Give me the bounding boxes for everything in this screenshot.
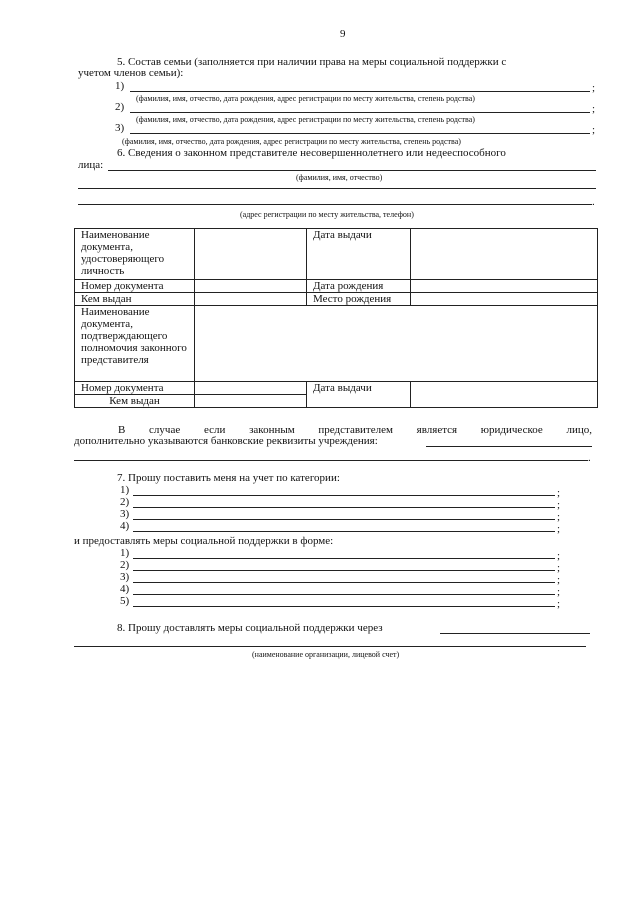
category-item-number: 2): [120, 496, 130, 508]
line-end-mark: ;: [557, 598, 561, 610]
family-item-number: 3): [115, 122, 125, 134]
issued-by-cell[interactable]: [195, 293, 307, 306]
form-item-number: 2): [120, 559, 130, 571]
authority-doc-cell[interactable]: [195, 306, 598, 382]
form-item-number: 4): [120, 583, 130, 595]
form-line-1[interactable]: [133, 558, 555, 559]
section8-heading: 8. Прошу доставлять меры социальной поддержки через: [117, 622, 383, 634]
line-end-mark: .: [588, 452, 591, 464]
form-line-2[interactable]: [133, 570, 555, 571]
line-end-mark: ;: [557, 562, 561, 574]
field-caption: (фамилия, имя, отчество, дата рождения, адрес регистрации по месту жительства, степень родства): [136, 115, 475, 124]
representative-address-line-2[interactable]: [78, 204, 592, 205]
line-end-mark: ;: [557, 523, 561, 535]
issued-by2-label: Кем выдан: [75, 395, 195, 408]
delivery-org-line-1[interactable]: [440, 633, 590, 634]
field-caption: (фамилия, имя, отчество): [296, 173, 383, 182]
form-line-4[interactable]: [133, 594, 555, 595]
family-member-3-line[interactable]: [130, 133, 590, 134]
line-end-mark: ;: [557, 487, 561, 499]
category-line-3[interactable]: [133, 519, 555, 520]
category-line-2[interactable]: [133, 507, 555, 508]
section5-heading-cont: учетом членов семьи):: [78, 67, 184, 79]
field-caption: (наименование организации, лицевой счет): [252, 650, 400, 659]
line-end-mark: ;: [557, 586, 561, 598]
category-item-number: 3): [120, 508, 130, 520]
issue-date2-label: Дата выдачи: [307, 382, 411, 408]
family-member-2-line[interactable]: [130, 112, 590, 113]
line-end-mark: ;: [592, 124, 596, 136]
line-end-mark: ;: [557, 550, 561, 562]
family-member-1-line[interactable]: [130, 91, 590, 92]
form-line-3[interactable]: [133, 582, 555, 583]
category-item-number: 1): [120, 484, 130, 496]
line-end-mark: ;: [557, 574, 561, 586]
issue-date2-cell[interactable]: [411, 382, 598, 408]
issued-by2-cell[interactable]: [195, 395, 307, 408]
authority-doc-label: Наименование документа, подтверждающего полномочия законного представителя: [75, 306, 195, 382]
form-line-5[interactable]: [133, 606, 555, 607]
field-caption: (фамилия, имя, отчество, дата рождения, адрес регистрации по месту жительства, степень родства): [122, 137, 461, 146]
bank-details-line-2[interactable]: [74, 460, 588, 461]
line-end-mark: ;: [592, 82, 596, 94]
birth-place-label: Место рождения: [307, 293, 411, 306]
doc-number-label: Номер документа: [75, 280, 195, 293]
field-caption: (фамилия, имя, отчество, дата рождения, адрес регистрации по месту жительства, степень родства): [136, 94, 475, 103]
category-line-1[interactable]: [133, 495, 555, 496]
birth-date-label: Дата рождения: [307, 280, 411, 293]
delivery-org-line-2[interactable]: [74, 646, 586, 647]
section5-heading: 5. Состав семьи (заполняется при наличии права на меры социальной поддержки с: [117, 56, 507, 68]
line-end-mark: ;: [557, 511, 561, 523]
family-item-number: 1): [115, 80, 125, 92]
doc-number2-cell[interactable]: [195, 382, 307, 395]
doc-name-cell[interactable]: [195, 229, 307, 280]
birth-date-cell[interactable]: [411, 280, 598, 293]
category-line-4[interactable]: [133, 531, 555, 532]
representative-address-line-1[interactable]: [78, 188, 596, 189]
representative-document-table: [74, 228, 598, 408]
section6-heading: 6. Сведения о законном представителе несовершеннолетнего или недееспособного: [117, 147, 506, 159]
form-item-number: 1): [120, 547, 130, 559]
category-item-number: 4): [120, 520, 130, 532]
form-item-number: 5): [120, 595, 130, 607]
line-end-mark: ;: [557, 499, 561, 511]
birth-place-cell[interactable]: [411, 293, 598, 306]
issue-date-cell[interactable]: [411, 229, 598, 280]
issue-date-label: Дата выдачи: [307, 229, 411, 280]
form-item-number: 3): [120, 571, 130, 583]
page-number: 9: [340, 28, 346, 40]
representative-name-line[interactable]: [108, 170, 596, 171]
family-item-number: 2): [115, 101, 125, 113]
field-caption: (адрес регистрации по месту жительства, телефон): [240, 210, 414, 219]
issued-by-label: Кем выдан: [75, 293, 195, 306]
doc-name-label: Наименование документа, удостоверяющего личность: [75, 229, 195, 280]
doc-number2-label: Номер документа: [75, 382, 195, 395]
section6-heading-cont: лица:: [78, 159, 104, 171]
bank-details-line-1[interactable]: [426, 446, 592, 447]
support-form-heading: и предоставлять меры социальной поддержки в форме:: [74, 535, 334, 547]
line-end-mark: ;: [592, 103, 596, 115]
doc-number-cell[interactable]: [195, 280, 307, 293]
legal-entity-note-cont: дополнительно указываются банковские реквизиты учреждения:: [74, 435, 378, 447]
line-end-mark: .: [592, 196, 595, 208]
section7-heading: 7. Прошу поставить меня на учет по категории:: [117, 472, 340, 484]
legal-entity-note: В случае если законным представителем является юридическое лицо,: [118, 424, 592, 436]
